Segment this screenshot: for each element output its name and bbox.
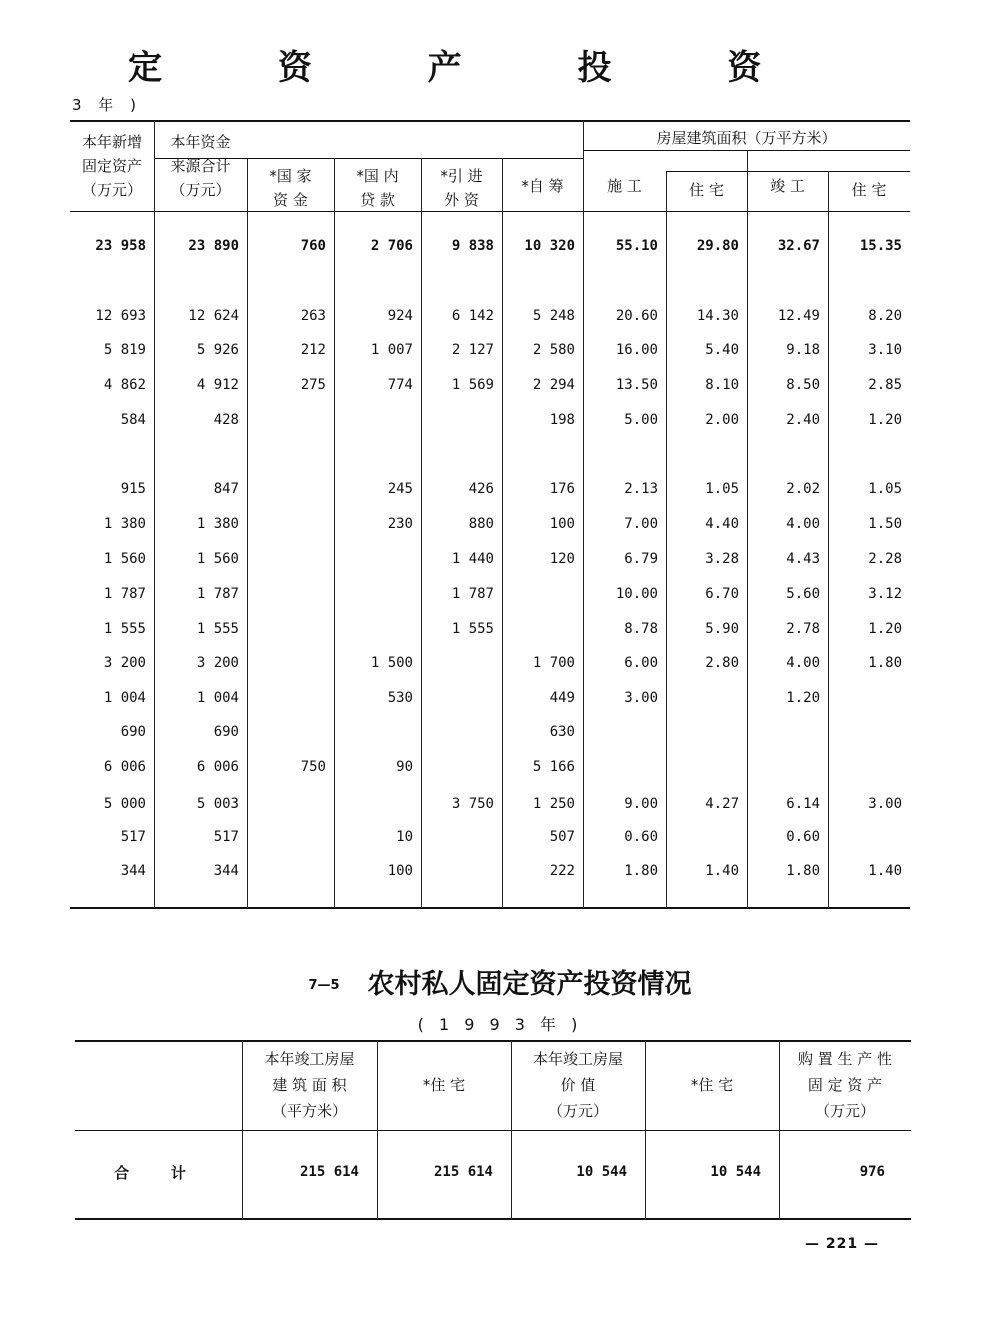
total-residential-area: 215 614 [433,1164,493,1180]
column-divider [666,171,667,908]
total-row-cell: 760 [300,238,326,254]
table-cell: 6.79 [624,551,658,567]
table-cell: 1 007 [370,342,413,358]
header-new-fixed-assets: 本年新增 固定资产 （万元） [81,133,142,199]
table-cell: 9.00 [624,796,658,812]
table-cell: 3.12 [868,586,902,602]
table-cell: 344 [213,863,239,879]
total-row-cell: 55.10 [615,238,658,254]
header-state-funds: *国 家 资 金 [269,167,312,209]
column-divider [334,158,335,908]
table-cell: 3 750 [451,796,494,812]
table-cell: 1 440 [451,551,494,567]
table-cell: 1 560 [196,551,239,567]
table-cell: 630 [549,724,575,740]
table-cell: 426 [468,481,494,497]
table-cell: 3 200 [196,655,239,671]
table-cell: 100 [387,863,413,879]
total-row-cell: 23 958 [95,238,146,254]
table-cell: 2.40 [786,412,820,428]
header-under-construction: 施 工 [607,177,642,195]
table-cell: 1 787 [103,586,146,602]
table-cell: 3.00 [868,796,902,812]
table-cell: 5 166 [532,759,575,775]
section-title-text: 农村私人固定资产投资情况 [367,969,692,1000]
table-cell: 1 555 [103,621,146,637]
table-cell: 2.02 [786,481,820,497]
table-cell: 915 [120,481,146,497]
table-cell: 0.60 [624,829,658,845]
table-cell: 90 [396,759,413,775]
header-completed-floor-area: 本年竣工房屋 建 筑 面 积 （平方米） [264,1050,355,1120]
table-cell: 16.00 [615,342,658,358]
fixed-asset-investment-table [70,120,910,910]
header-floor-area-group: 房屋建筑面积（万平方米） [656,129,837,147]
table-cell: 12.49 [777,308,820,324]
table-cell: 750 [300,759,326,775]
table-cell: 1.20 [868,621,902,637]
header-residential-2: 住 宅 [851,181,887,199]
table-cell: 100 [549,516,575,532]
table-cell: 4.00 [786,655,820,671]
table-cell: 6 142 [451,308,494,324]
section-title [0,962,1000,1001]
total-residential-value: 10 544 [710,1164,761,1180]
header-residential-value: *住 宅 [690,1076,734,1094]
table-cell: 1 555 [451,621,494,637]
total-completed-value: 10 544 [576,1164,627,1180]
table-cell: 3.10 [868,342,902,358]
table-cell: 4.43 [786,551,820,567]
table-cell: 5 926 [196,342,239,358]
table-cell: 2.13 [624,481,658,497]
table-cell: 1.20 [868,412,902,428]
table-cell: 4.40 [705,516,739,532]
table-cell: 12 624 [188,308,239,324]
table-cell: 5 000 [103,796,146,812]
table-cell: 6.14 [786,796,820,812]
table-cell: 1.50 [868,516,902,532]
table-bottom-rule [75,1218,911,1220]
table-cell: 2 580 [532,342,575,358]
table-cell: 245 [387,481,413,497]
page-number: — 221 — [805,1236,879,1252]
table-cell: 6 006 [103,759,146,775]
table-cell: 584 [120,412,146,428]
table-cell: 774 [387,377,413,393]
table-cell: 14.30 [696,308,739,324]
table-cell: 120 [549,551,575,567]
header-bottom-rule [75,1130,911,1131]
table-cell: 1.80 [624,863,658,879]
table-cell: 10 [396,829,413,845]
table-cell: 1 560 [103,551,146,567]
table-cell: 1 004 [103,690,146,706]
table-cell: 5.60 [786,586,820,602]
table-cell: 3.28 [705,551,739,567]
table-cell: 222 [549,863,575,879]
table-cell: 2.78 [786,621,820,637]
header-productive-assets: 购 置 生 产 性 固 定 资 产 （万元） [797,1050,893,1120]
table-cell: 690 [213,724,239,740]
table-cell: 2.85 [868,377,902,393]
table-cell: 5 819 [103,342,146,358]
row-label-total: 合 计 [114,1164,186,1182]
table-cell: 428 [213,412,239,428]
column-divider [247,158,248,908]
table-cell: 5 003 [196,796,239,812]
table-cell: 1 787 [196,586,239,602]
table-cell: 1 500 [370,655,413,671]
total-completed-floor-area: 215 614 [299,1164,359,1180]
table-cell: 8.10 [705,377,739,393]
table-cell: 1 380 [196,516,239,532]
table-cell: 5.00 [624,412,658,428]
table-cell: 1 787 [451,586,494,602]
table-cell: 5 248 [532,308,575,324]
header-residential-1: 住 宅 [689,181,724,199]
table-cell: 1 569 [451,377,494,393]
page-title: 定 资 产 投 资 [128,48,814,88]
table-cell: 2.80 [705,655,739,671]
rural-private-investment-table [75,1040,911,1222]
table-cell: 5.40 [705,342,739,358]
table-cell: 1.80 [868,655,902,671]
table-cell: 880 [468,516,494,532]
residential-sub-rule [666,171,910,172]
table-cell: 9.18 [786,342,820,358]
header-completed-value: 本年竣工房屋 价 值 （万元） [532,1050,623,1120]
table-cell: 1 004 [196,690,239,706]
section-code: 7—5 [308,978,340,993]
table-cell: 517 [213,829,239,845]
table-cell: 530 [387,690,413,706]
table-cell: 12 693 [95,308,146,324]
column-divider [583,120,584,908]
table-bottom-rule [70,907,910,909]
column-divider [828,171,829,908]
column-divider [502,158,503,908]
header-residential-area: *住 宅 [422,1076,466,1094]
table-cell: 1.80 [786,863,820,879]
table-top-rule [75,1040,911,1042]
table-cell: 8.20 [868,308,902,324]
table-cell: 6.70 [705,586,739,602]
table-cell: 8.50 [786,377,820,393]
header-foreign-capital: *引 进 外 资 [440,167,483,209]
column-divider [747,151,748,908]
table-cell: 2.00 [705,412,739,428]
header-self-raised: *自 筹 [521,177,564,195]
total-row-cell: 23 890 [188,238,239,254]
column-divider [645,1040,646,1220]
table-cell: 212 [300,342,326,358]
header-completed: 竣 工 [770,177,805,195]
table-cell: 2.28 [868,551,902,567]
table-cell: 4 862 [103,377,146,393]
table-cell: 2 294 [532,377,575,393]
table-cell: 10.00 [615,586,658,602]
column-divider [377,1040,378,1220]
table-cell: 6 006 [196,759,239,775]
table-cell: 1.40 [868,863,902,879]
header-funding-total: 本年资金 来源合计 （万元） [170,133,231,199]
header-domestic-loans: *国 内 贷 款 [356,167,399,209]
table-cell: 690 [120,724,146,740]
table-cell: 1.40 [705,863,739,879]
table-cell: 8.78 [624,621,658,637]
total-row-cell: 29.80 [696,238,739,254]
table-cell: 1 250 [532,796,575,812]
table-cell: 230 [387,516,413,532]
table-cell: 1.05 [868,481,902,497]
table-cell: 2 127 [451,342,494,358]
table-cell: 4.27 [705,796,739,812]
table-cell: 6.00 [624,655,658,671]
table-cell: 13.50 [615,377,658,393]
table-cell: 275 [300,377,326,393]
total-row-cell: 15.35 [859,238,902,254]
table-cell: 924 [387,308,413,324]
table-cell: 4.00 [786,516,820,532]
table-cell: 7.00 [624,516,658,532]
table-cell: 3 200 [103,655,146,671]
total-row-cell: 9 838 [451,238,494,254]
table-cell: 3.00 [624,690,658,706]
table-cell: 20.60 [615,308,658,324]
section-year: ( 1 9 9 3 年 ) [417,1015,583,1034]
table-cell: 0.60 [786,829,820,845]
total-row-cell: 32.67 [777,238,820,254]
table-cell: 176 [549,481,575,497]
table-top-rule [70,120,910,122]
year-note: 3 年 ) [72,96,142,114]
table-cell: 847 [213,481,239,497]
table-cell: 1 555 [196,621,239,637]
table-cell: 1.20 [786,690,820,706]
table-cell: 4 912 [196,377,239,393]
table-cell: 1 380 [103,516,146,532]
total-row-cell: 10 320 [524,238,575,254]
total-productive-assets: 976 [859,1164,885,1180]
table-cell: 198 [549,412,575,428]
table-cell: 5.90 [705,621,739,637]
total-row-cell: 2 706 [370,238,413,254]
column-divider [421,158,422,908]
table-cell: 517 [120,829,146,845]
table-cell: 449 [549,690,575,706]
table-cell: 507 [549,829,575,845]
table-cell: 263 [300,308,326,324]
table-cell: 344 [120,863,146,879]
column-divider [154,120,155,908]
table-cell: 1 700 [532,655,575,671]
table-cell: 1.05 [705,481,739,497]
